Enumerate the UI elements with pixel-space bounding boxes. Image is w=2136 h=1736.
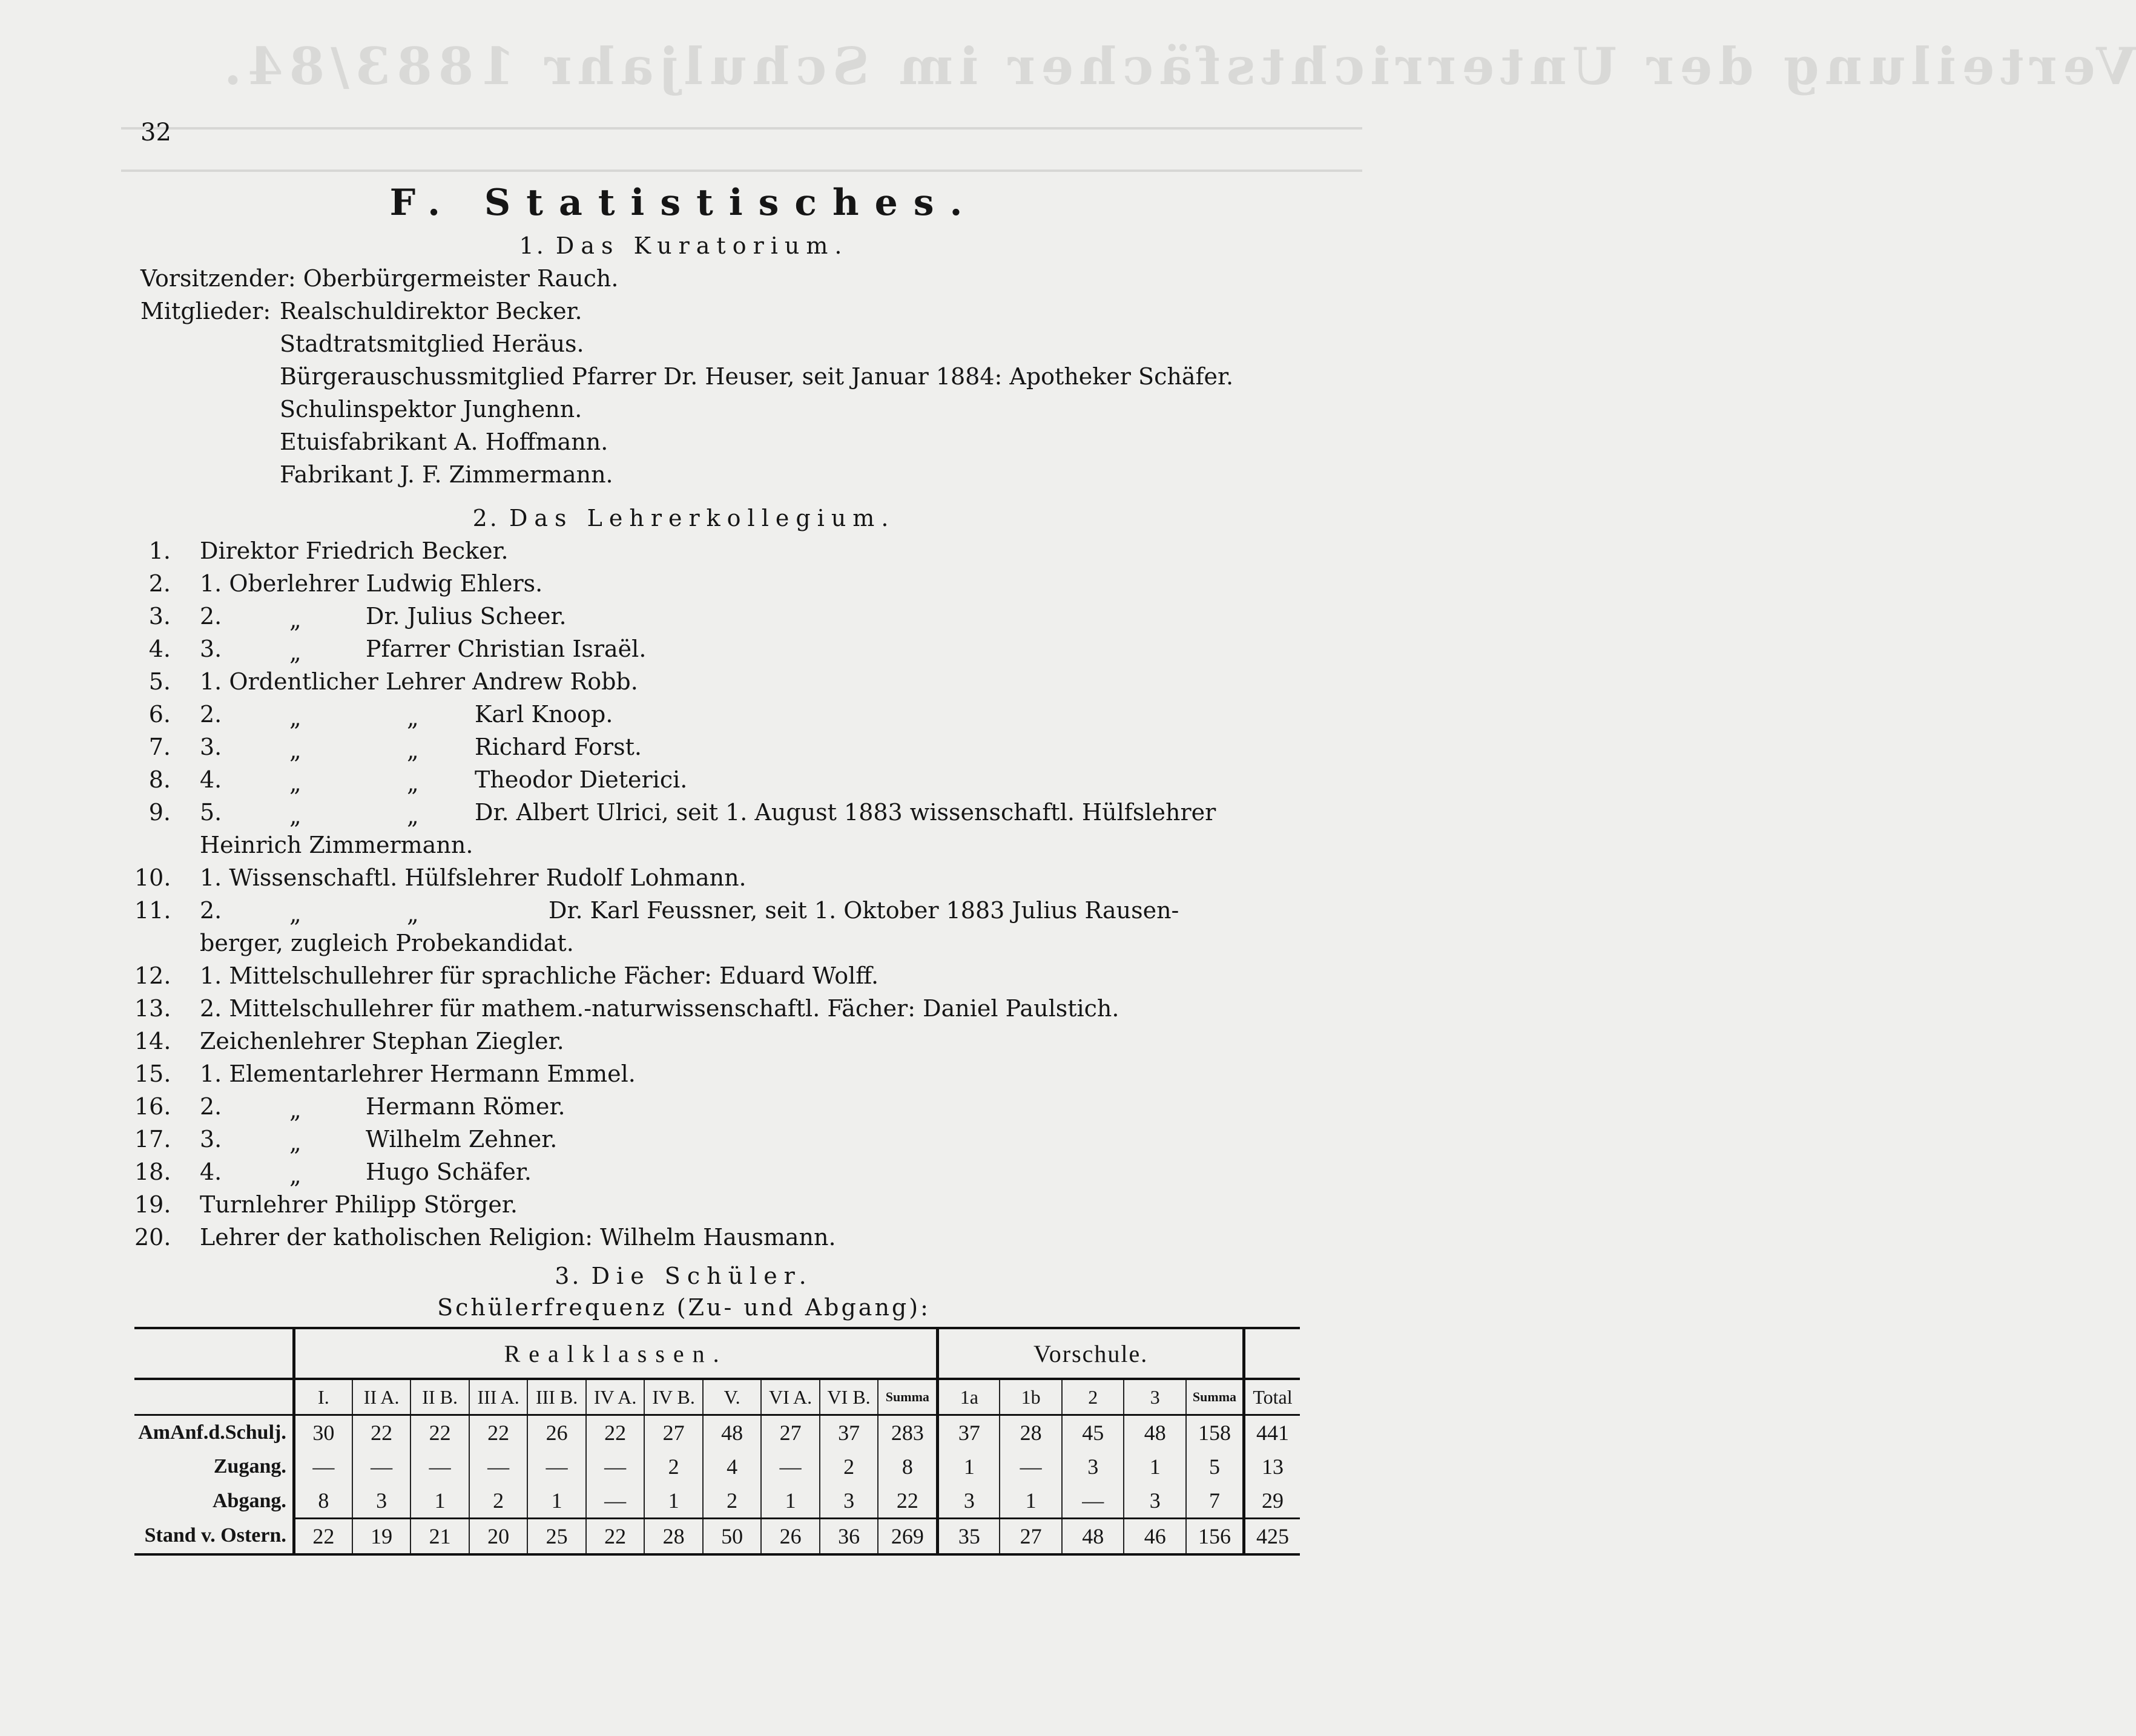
table-cell: 4 [703,1450,762,1484]
entry-number: 7. [148,734,171,760]
entry-text: 2. [200,701,222,728]
entry-text: 1. Ordentlicher Lehrer Andrew Robb. [200,668,638,695]
entry-number: 12. [134,962,171,989]
table-cell: — [761,1450,820,1484]
table-row [134,1415,1300,1450]
table-group-row [134,1328,1300,1379]
column-header: Summa [878,1379,938,1415]
entry-number: 1. [148,538,171,564]
page-number: 32 [140,119,171,146]
table-cell: 30 [294,1415,352,1450]
row-label: Stand v. Ostern. [134,1519,294,1555]
table-cell: 5 [1186,1450,1244,1484]
table-cell: 22 [469,1415,528,1450]
table-cell: 48 [1062,1519,1124,1555]
table-cell: — [527,1450,586,1484]
column-header: VI A. [761,1379,820,1415]
entry-number: 11. [134,897,171,924]
table-cell: 22 [410,1415,469,1450]
ditto-mark: „ [289,1129,302,1156]
table-header-row [134,1379,1300,1415]
table-cell: 2 [644,1450,703,1484]
entry-number: 15. [134,1060,171,1087]
entry-number: 2. [148,570,171,597]
table-cell: 3 [1124,1484,1186,1519]
entry-name: Theodor Dieterici. [475,766,688,793]
entry-text: 3. [200,734,222,760]
table-cell: 8 [878,1450,938,1484]
entry-name: Dr. Julius Scheer. [366,603,567,630]
entry-number: 19. [134,1191,171,1218]
ditto-mark: „ [289,770,302,797]
table-cell: 2 [703,1484,762,1519]
table-cell: 46 [1124,1519,1186,1555]
column-header: II B. [410,1379,469,1415]
entry-number: 16. [134,1093,171,1120]
entry-continuation: Heinrich Zimmermann. [200,832,473,858]
entry-text: 2. Mittelschullehrer für mathem.-naturwissenschaftl. Fächer: Daniel Paulstich. [200,995,1119,1022]
section-heading-kollegium: 2. Das Lehrerkollegium. [472,505,895,531]
column-header: III A. [469,1379,528,1415]
entry-name: Wilhelm Zehner. [366,1126,558,1152]
table-cell: 3 [1062,1450,1124,1484]
column-header: IV B. [644,1379,703,1415]
entry-name: Karl Knoop. [475,701,613,728]
column-header: V. [703,1379,762,1415]
table-row [134,1450,1300,1484]
entry-number: 6. [148,701,171,728]
table-cell: — [586,1484,645,1519]
entry-name: Dr. Karl Feussner, seit 1. Oktober 1883 Julius Rausen- [549,897,1179,924]
row-label: Abgang. [212,1489,286,1512]
entry-number: 8. [148,766,171,793]
table-cell: 1 [1124,1450,1186,1484]
table-cell: 1 [410,1484,469,1519]
page-title: F. Statistisches. [389,182,978,224]
entry-name: Richard Forst. [475,734,642,760]
entry-number: 3. [148,603,171,630]
entry-text: 2. [200,603,222,630]
entry-text: 2. [200,1093,222,1120]
table-cell: — [469,1450,528,1484]
table-cell: — [586,1450,645,1484]
table-cell: 29 [1244,1484,1300,1519]
entry-number: 9. [148,799,171,826]
table-cell: 35 [938,1519,1000,1555]
bleed-rule [121,169,1362,172]
entry-name: Hermann Römer. [366,1093,565,1120]
entry-number: 20. [134,1224,171,1251]
table-cell: 27 [1000,1519,1062,1555]
entry-number: 17. [134,1126,171,1152]
entry-text: 1. Elementarlehrer Hermann Emmel. [200,1060,636,1087]
kuratorium-member: Bürgerauschussmitglied Pfarrer Dr. Heuser, seit Januar 1884: Apotheker Schäfer. [280,363,1234,390]
entry-number: 5. [148,668,171,695]
bleed-through-title: Verteilung der Unterrichtsfächer im Schuljahr 1883/84. [218,36,2136,96]
kuratorium-member: Schulinspektor Junghenn. [280,396,582,422]
table-cell: 22 [878,1484,938,1519]
table-cell: 3 [352,1484,411,1519]
table-cell: 20 [469,1519,528,1555]
entry-text: 4. [200,766,222,793]
table-cell: — [1000,1450,1062,1484]
ditto-mark: „ [289,803,302,829]
entry-text: Lehrer der katholischen Religion: Wilhelm Hausmann. [200,1224,836,1251]
entry-text: 5. [200,799,222,826]
column-header: VI B. [820,1379,878,1415]
ditto-mark: „ [289,639,302,666]
ditto-mark: „ [407,803,419,829]
table-cell: 27 [761,1415,820,1450]
table-cell: 27 [644,1415,703,1450]
table-cell: — [410,1450,469,1484]
section-heading-schueler: 3. Die Schüler. [555,1263,813,1289]
group-realklassen: Realklassen. [294,1328,938,1379]
table-cell: 2 [820,1450,878,1484]
ditto-mark: „ [289,1162,302,1189]
table-cell: 2 [469,1484,528,1519]
entry-name: Pfarrer Christian Israël. [366,636,647,662]
table-cell: 425 [1244,1519,1300,1555]
table-cell: 36 [820,1519,878,1555]
table-cell: 21 [410,1519,469,1555]
row-label: Zugang. [213,1455,286,1478]
ditto-mark: „ [407,770,419,797]
ditto-mark: „ [289,737,302,764]
entry-text: 2. [200,897,222,924]
table-cell: 22 [586,1415,645,1450]
entry-number: 4. [148,636,171,662]
table-cell: 19 [352,1519,411,1555]
table-row [134,1484,1300,1519]
table-cell: 37 [938,1415,1000,1450]
entry-number: 18. [134,1159,171,1185]
ditto-mark: „ [407,901,419,927]
entry-name: Dr. Albert Ulrici, seit 1. August 1883 wissenschaftl. Hülfslehrer [475,799,1216,826]
table-row [134,1519,1300,1555]
entry-text: 3. [200,636,222,662]
kuratorium-chair: Vorsitzender: Oberbürgermeister Rauch. [140,265,619,292]
column-header: IV A. [586,1379,645,1415]
table-cell: 1 [938,1450,1000,1484]
entry-number: 10. [134,864,171,891]
kuratorium-member: Realschuldirektor Becker. [280,298,582,324]
column-header: II A. [352,1379,411,1415]
table-cell: 1 [1000,1484,1062,1519]
table-cell: 441 [1244,1415,1300,1450]
table-cell: 8 [294,1484,352,1519]
kuratorium-member: Stadtratsmitglied Heräus. [280,330,584,357]
table-cell: — [1062,1484,1124,1519]
table-cell: 28 [644,1519,703,1555]
frequency-table [134,1327,1300,1556]
table-cell: 26 [527,1415,586,1450]
entry-text: 1. Mittelschullehrer für sprachliche Fächer: Eduard Wolff. [200,962,879,989]
table-cell: 158 [1186,1415,1244,1450]
table-cell: 156 [1186,1519,1244,1555]
entry-number: 13. [134,995,171,1022]
table-cell: 45 [1062,1415,1124,1450]
entry-text: Direktor Friedrich Becker. [200,538,509,564]
entry-text: Turnlehrer Philipp Störger. [200,1191,518,1218]
kuratorium-member: Etuisfabrikant A. Hoffmann. [280,429,608,455]
entry-continuation: berger, zugleich Probekandidat. [200,930,574,956]
column-header: 1b [1000,1379,1062,1415]
entry-text: 4. [200,1159,222,1185]
column-header: 1a [938,1379,1000,1415]
column-header: Summa [1186,1379,1244,1415]
table-cell: — [294,1450,352,1484]
table-cell: 1 [644,1484,703,1519]
table-cell: 7 [1186,1484,1244,1519]
table-cell: 269 [878,1519,938,1555]
table-cell: 1 [761,1484,820,1519]
table-cell: 22 [294,1519,352,1555]
table-cell: 48 [1124,1415,1186,1450]
table-cell: — [352,1450,411,1484]
column-header: Total [1244,1379,1300,1415]
row-label: AmAnf.d.Schulj. [138,1421,286,1444]
column-header: 2 [1062,1379,1124,1415]
table-caption: Schülerfrequenz (Zu- und Abgang): [437,1294,931,1321]
table-cell: 37 [820,1415,878,1450]
ditto-mark: „ [289,901,302,927]
entry-number: 14. [134,1028,171,1054]
table-cell: 1 [527,1484,586,1519]
bleed-rule [121,127,1362,130]
table-cell: 3 [938,1484,1000,1519]
table-cell: 22 [586,1519,645,1555]
entry-text: 3. [200,1126,222,1152]
group-vorschule: Vorschule. [938,1328,1244,1379]
header-stub [134,1379,294,1415]
section-heading-kuratorium: 1. Das Kuratorium. [519,232,849,259]
table-cell: 26 [761,1519,820,1555]
column-header: 3 [1124,1379,1186,1415]
ditto-mark: „ [289,607,302,633]
entry-text: Zeichenlehrer Stephan Ziegler. [200,1028,564,1054]
table-cell: 22 [352,1415,411,1450]
entry-text: 1. Oberlehrer Ludwig Ehlers. [200,570,543,597]
ditto-mark: „ [407,737,419,764]
entry-name: Hugo Schäfer. [366,1159,532,1185]
table-cell: 48 [703,1415,762,1450]
column-header: III B. [527,1379,586,1415]
table-cell: 13 [1244,1450,1300,1484]
table-cell: 283 [878,1415,938,1450]
ditto-mark: „ [407,705,419,731]
table-cell: 50 [703,1519,762,1555]
kuratorium-members-label: Mitglieder: [140,298,271,324]
table-cell: 28 [1000,1415,1062,1450]
entry-text: 1. Wissenschaftl. Hülfslehrer Rudolf Lohmann. [200,864,747,891]
column-header: I. [294,1379,352,1415]
table-cell: 25 [527,1519,586,1555]
ditto-mark: „ [289,705,302,731]
table-cell: 3 [820,1484,878,1519]
kuratorium-member: Fabrikant J. F. Zimmermann. [280,461,613,488]
ditto-mark: „ [289,1097,302,1123]
